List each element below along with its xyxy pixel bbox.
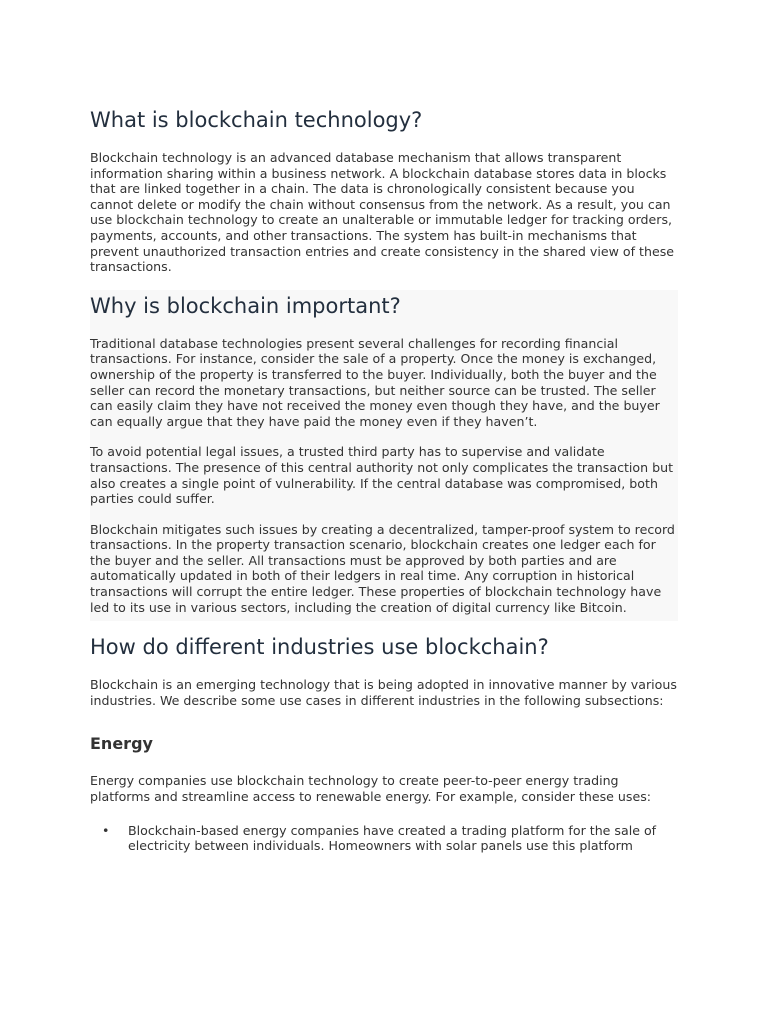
list-item-text: Blockchain-based energy companies have created a trading platform for the sale of electricity between individuals. Homeowners with solar panels use this platform xyxy=(128,822,657,854)
paragraph-why-1: Traditional database technologies present several challenges for recording financial transactions. For instance, consider the sale of a property. Once the money is exchanged, ownership of the property is transferred to the buyer. Individually, both the buyer and the seller can record the monetary transactions, but neither source can be trusted. The seller can easily claim they have not received the money even though they have, and the buyer can equally argue that they have paid the money even if they haven’t. xyxy=(90,335,660,429)
heading-industries: How do different industries use blockchain? xyxy=(90,635,549,660)
paragraph-industries: Blockchain is an emerging technology that is being adopted in innovative manner by various industries. We describe some use cases in different industries in the following subsections: xyxy=(90,677,677,708)
paragraph-why-2: To avoid potential legal issues, a trusted third party has to supervise and validate transactions. The presence of this central authority not only complicates the transaction but also creates a single point of vulnerability. If the central database was compromised, both parties could suffer. xyxy=(90,444,674,507)
heading-what-is-blockchain: What is blockchain technology? xyxy=(90,108,423,132)
heading-why-important: Why is blockchain important? xyxy=(90,293,401,318)
subheading-energy: Energy xyxy=(90,734,153,754)
bullet-icon: • xyxy=(102,822,110,838)
paragraph-energy: Energy companies use blockchain technology to create peer-to-peer energy trading platforms and streamline access to renewable energy. For example, consider these uses: xyxy=(90,773,652,805)
why-important-section xyxy=(90,290,678,622)
energy-bullet-list xyxy=(90,823,678,854)
list-item xyxy=(90,823,678,854)
content-column xyxy=(90,104,678,854)
industries-section xyxy=(90,631,678,854)
paragraph-what-is-blockchain: Blockchain technology is an advanced database mechanism that allows transparent information sharing within a business network. A blockchain database stores data in blocks that are linked together in a chain. The data is chronologically consistent because you cannot delete or modify the chain without consensus from the network. As a result, you can use blockchain technology to create an unalterable or immutable ledger for tracking orders, payments, accounts, and other transactions. The system has built-in mechanisms that prevent unauthorized transaction entries and create consistency in the shared view of these transactions. xyxy=(90,150,675,275)
paragraph-why-3: Blockchain mitigates such issues by creating a decentralized, tamper-proof system to record transactions. In the property transaction scenario, blockchain creates one ledger each for the buyer and the seller. All transactions must be approved by both parties and are automatically updated in both of their ledgers in real time. Any corruption in historical transactions will corrupt the entire ledger. These properties of blockchain technology have led to its use in various sectors, including the creation of digital currency like Bitcoin. xyxy=(90,521,675,615)
